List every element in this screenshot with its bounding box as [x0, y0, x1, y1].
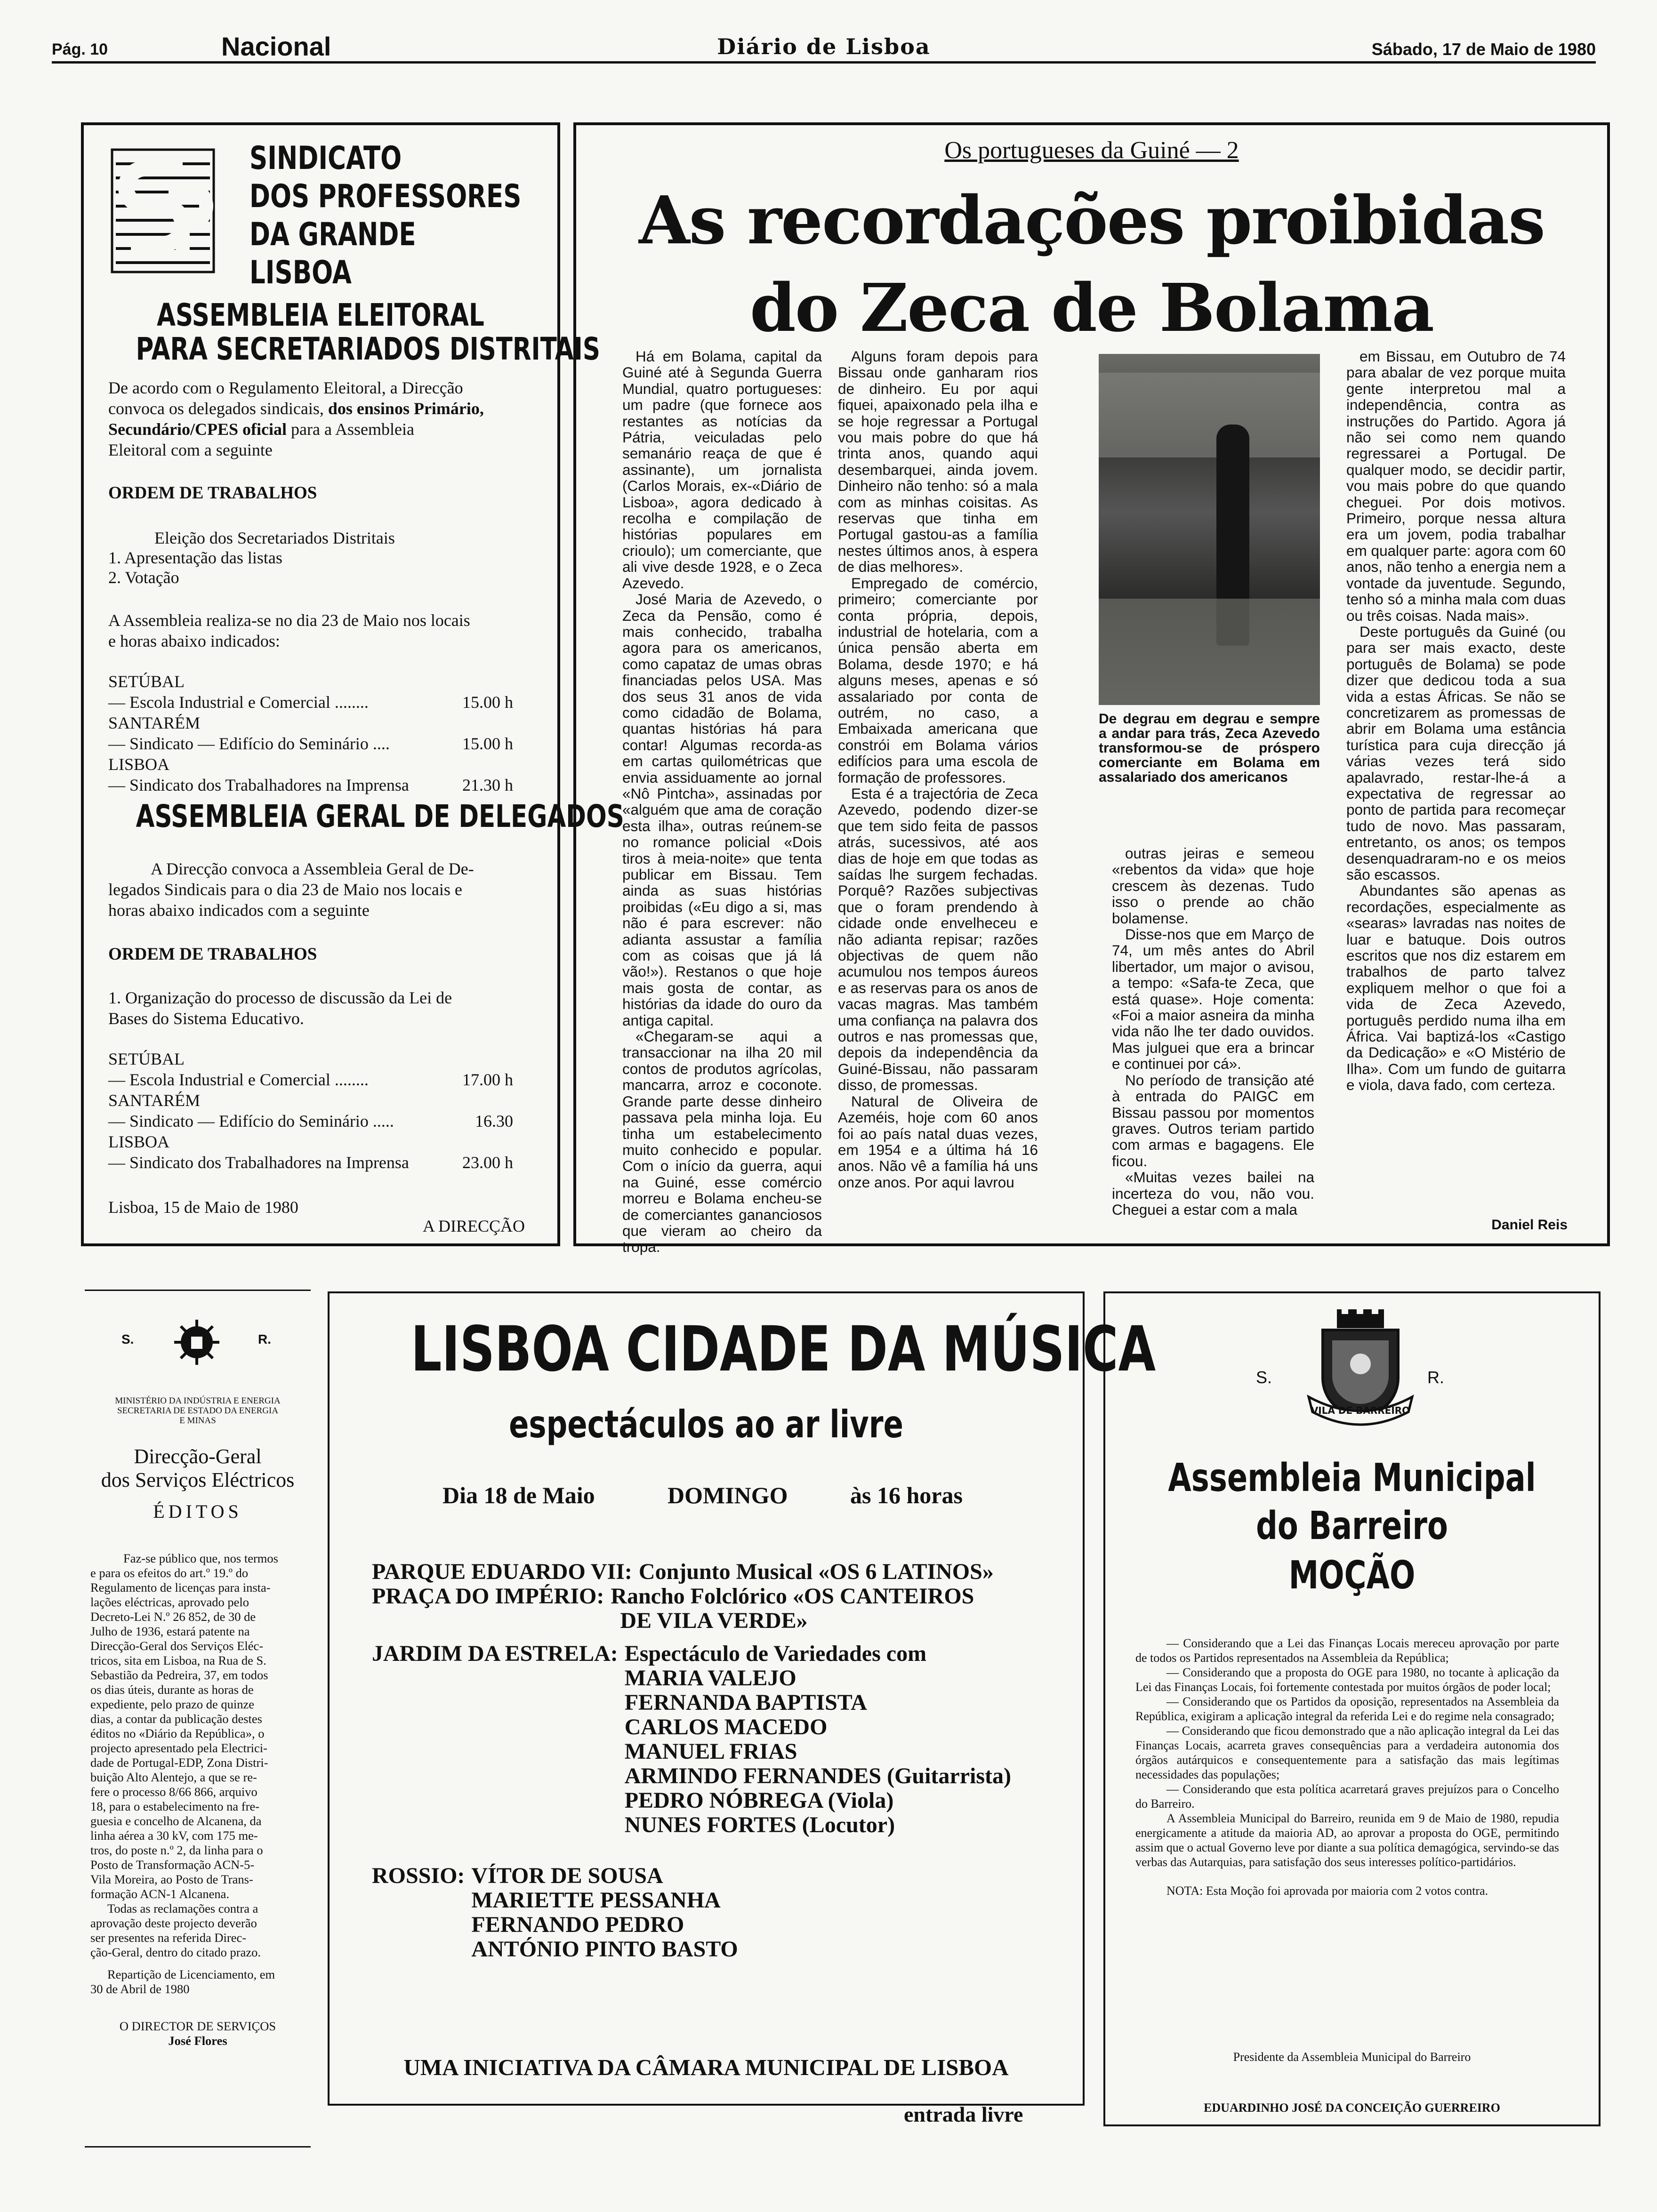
barreiro-crest-icon	[1304, 1307, 1417, 1432]
musica-footer: UMA INICIATIVA DA CÂMARA MUNICIPAL DE LISBOA	[403, 2054, 1009, 2080]
spgl-logo	[112, 150, 214, 272]
article-column-1: Há em Bolama, capital da Guiné até à Segunda Guerra Mundial, quatro portugueses: um padre (que fornece aos restantes as notícias da Pátria, veiculadas pelo semanário reaça de que é assinante), um jornalista (Carlos Morais, ex-«Diário de Lisboa», agora dedicado à recolha e compilação de histórias populares em crioulo); um comerciante, que ali vive desde 1928, e o Zeca Azevedo. José Maria de Azevedo, o Zeca da Pensão, como é mais conhecido, trabalha agora para os americanos, como capataz de umas obras financiadas pelos USA. Mas dos seus 31 anos de vida como cidadão de Bolama, quantas histórias há para contar! Algumas recorda-as em cartas quilométricas que envia assiduamente ao jornal «Nô Pintcha», assinadas por «alguém que ama de coração esta ilha», outras reúnem-se no romance policial «Dois tiros à meia-noite» que tenta publicar em Bissau. Tem ainda as suas histórias proibidas («Eu digo a si, mas não é para escrever: não adianta assustar a família com as coisas que já lá vão!»). Restanos o que hoje mais gosta de contar, as histórias da idade do ouro da antiga capital. «Chegaram-se aqui a transaccionar na ilha 20 mil contos de produtos agrícolas, mancarra, arroz e coconote. Grande parte desse dinheiro passava pela minha loja. Eu tinha um estabelecimento muito conhecido e popular. Com o início da guerra, aqui na Guiné, esse comércio morreu e Bolama encheu-se de comerciantes gananciosos que vieram ao cheiro da tropa.	[622, 348, 822, 1256]
photo-building	[1099, 373, 1320, 457]
barreiro-signatory: EDUARDINHO JOSÉ DA CONCEIÇÃO GUERREIRO	[1204, 2101, 1500, 2115]
page-number: Pág. 10	[52, 40, 108, 58]
barreiro-president: Presidente da Assembleia Municipal do Barreiro	[1233, 2050, 1471, 2064]
spgl-intro: De acordo com o Regulamento Eleitoral, a Direcção convoca os delegados sindicais, dos ensinos Primário, Secundário/CPES oficial para a Assembleia Eleitoral com a seguinte	[108, 378, 484, 459]
district: SETÚBAL	[108, 672, 185, 691]
spgl-date: Lisboa, 15 de Maio de 1980	[108, 1198, 298, 1217]
spgl-order-item-2: 1. Organização do processo de discussão da Lei de Bases do Sistema Educativo.	[108, 988, 452, 1028]
article-column-3: outras jeiras e semeou «rebentos da vida» que hoje crescem às dezenas. Tudo isso o prende ao chão bolamense. Disse-nos que em Março de 74, um mês antes do Abril libertador, um major o avisou, a tempo: «Safa-te Zeca, que está quase». Hoje comenta: «Foi a maior asneira da minha vida não lhe ter dado ouvidos. Mas julguei que era a brincar e continuei por cá». No período de transição até à entrada do PAIGC em Bissau passou por momentos graves. Outros teriam partido com armas e bagagens. Ele ficou. «Muitas vezes bailei na incerteza do vou, não vou. Cheguei a estar com a mala	[1112, 845, 1314, 1218]
musica-entry: entrada livre	[904, 2102, 1023, 2126]
masthead: Diário de Lisboa	[717, 34, 931, 59]
spgl-heading-eleitoral: ASSEMBLEIA ELEITORAL PARA SECRETARIADOS DISTRITAIS	[136, 297, 600, 367]
musica-venues	[372, 1560, 1011, 1962]
venue-estrela: JARDIM DA ESTRELA: Espectáculo de Variedades com MARIA VALEJO FERNANDA BAPTISTA CARLOS MACEDO MANUEL FRIAS ARMINDO FERNANDES (Guitarrista) PEDRO NÓBREGA (Viola) NUNES FORTES (Locutor)	[372, 1641, 1012, 1837]
editos-body: Faz-se público que, nos termos e para os efeitos do art.º 19.º do Regulamento de licenças para insta- lações eléctricas, aprovado pelo Decreto-Lei N.º 26 852, de 30 de Julho de 1936, estará patente na Direcção-Geral dos Serviços Eléc- tricos, sita em Lisboa, na Rua de S. Sebastião da Pedreira, 37, em todos os dias úteis, durante as horas de expediente, pelo prazo de quinze dias, a contar da publicação destes éditos no «Diário da República», o projecto apresentado pela Electrici- dade de Portugal-EDP, Zona Distri- buição Alto Alentejo, a que se re- fere o processo 8/66 866, arquivo 18, para o estabelecimento na fre- guesia e concelho de Alcanena, da linha aérea a 30 kV, com 175 me- tros, do poste n.º 2, da linha para o Posto de Transformação ACN-5- Vila Moreira, ao Posto de Trans- formação ACN-1 Alcanena. Todas as reclamações contra a aprovação deste projecto deverão ser presentes na referida Direc- ção-Geral, dentro do citado prazo.	[90, 1551, 278, 1959]
district: LISBOA	[108, 1132, 170, 1151]
district: SANTARÉM	[108, 713, 201, 732]
article-kicker: Os portugueses da Guiné — 2	[944, 137, 1239, 164]
barreiro-body: — Considerando que a Lei das Finanças Locais mereceu aprovação por parte de todos os Partidos representados na Assembleia da República; — Considerando que a proposta do OGE para 1980, no tocante à aplicação da Lei das Finanças Locais, foi fortemente contestada por muitos órgãos de poder local; — Considerando que os Partidos da oposição, representados na Assembleia da República, exigiram a aplicação integral da referida Lei e do regime nela consagrado; — Considerando que ficou demonstrado que a não aplicação integral da Lei das Finanças Locais, acarreta graves consequências para a verdadeira autonomia dos órgãos autárquicos e consequentemente para a satisfação das mais legítimas necessidades das populações; — Considerando que esta política acarretará graves prejuízos para o Concelho do Barreiro. A Assembleia Municipal do Barreiro, reunida em 9 de Maio de 1980, repudia energicamente a atitude da maioria AD, ao aprovar a proposta do OGE, permitindo assim que o actual Governo leve por diante a sua política demagógica, servindo-se das verbas das Autarquias, para satisfação dos seus interesses político-partidários. NOTA: Esta Moção foi aprovada por maioria com 2 votos contra.	[1135, 1636, 1559, 1898]
republic-emblem-icon	[168, 1316, 226, 1368]
district: SANTARÉM	[108, 1091, 201, 1110]
editos-repartition: Repartição de Licenciamento, em 30 de Abril de 1980	[90, 1967, 275, 1996]
barreiro-sr-r: R.	[1427, 1368, 1444, 1387]
spgl-intro-bold: dos ensinos Primário, Secundário/CPES oficial	[108, 399, 484, 439]
spgl-order-title-2: ORDEM DE TRABALHOS	[108, 945, 317, 964]
editos-director: O DIRECTOR DE SERVIÇOS José Flores	[119, 2019, 276, 2048]
place-row: — Sindicato dos Trabalhadores na Imprensa 21.30 h	[108, 776, 513, 794]
place-row: — Escola Industrial e Comercial ........ 17.00 h	[108, 1070, 513, 1089]
spgl-places-2	[108, 1049, 513, 1173]
place-row: — Escola Industrial e Comercial ........ 15.00 h	[108, 693, 513, 712]
article-column-2: Alguns foram depois para Bissau onde ganharam rios de dinheiro. Eu por aqui fiquei, apaixonado pela ilha e se hoje regressar a Portugal vou mais pobre do que há trinta anos, quando aqui desembarquei, ainda jovem. Dinheiro não tenho: só a mala com as minhas coisitas. As reservas que tinha em Portugal gastou-as a família nestes últimos anos, à espera de dias melhores». Empregado de comércio, primeiro; comerciante por conta própria, depois, industrial de hotelaria, com a única pensão aberta em Bolama, desde 1970; e há alguns meses, apenas e só assalariado por conta de outrém, no caso, a Embaixada americana que constrói em Bolama vários edifícios para uma escola de formação de professores. Esta é a trajectória de Zeca Azevedo, podendo dizer-se que tem sido feita de passos atrás, sucessivos, até aos dias de hoje em que todas as saídas lhe surgem fechadas. Porquê? Razões subjectivas que o foram prendendo à cidade onde envelheceu e não adianta repisar; razões objectivas de quem não acumulou nos tempos áureos e as reservas para os anos de vacas magras. Mas também uma confiança na palavra dos outros e nas promessas que, depois da independência da Guiné-Bissau, não passaram disso, de promessas. Natural de Oliveira de Azeméis, hoje com 60 anos foi ao país natal duas vezes, em 1954 e a última há 16 anos. Não vê a família há uns onze anos. Por aqui lavrou	[838, 348, 1038, 1191]
spgl-convoke: A Direcção convoca a Assembleia Geral de De- legados Sindicais para o dia 23 de Maio nos locais e horas abaixo indicados com a seguinte	[108, 859, 474, 920]
editos-dept: Direcção-Geral dos Serviços Eléctricos	[101, 1445, 295, 1491]
editos-frame-top	[85, 1290, 311, 1291]
musica-day: DOMINGO	[668, 1482, 788, 1508]
venue-parque: PARQUE EDUARDO VII: Conjunto Musical «OS 6 LATINOS»	[372, 1559, 994, 1584]
spgl-notice	[81, 122, 624, 1246]
spgl-signature: A DIRECÇÃO	[423, 1217, 525, 1235]
spgl-places-1	[108, 671, 513, 795]
article-headline: As recordações proibidas do Zeca de Bolama	[639, 182, 1544, 347]
district: LISBOA	[108, 755, 170, 774]
article-photo	[1099, 354, 1320, 705]
place-row: — Sindicato dos Trabalhadores na Imprensa 23.00 h	[108, 1153, 513, 1172]
editos-frame-bottom	[85, 2146, 311, 2148]
spgl-order-items: 1. Apresentação das listas 2. Votação	[108, 548, 282, 587]
editos-sr-s: S.	[121, 1332, 134, 1346]
article-author: Daniel Reis	[1491, 1217, 1568, 1233]
musica-date: Dia 18 de Maio	[442, 1482, 595, 1508]
place-row: — Sindicato — Edifício do Seminário .... 15.00 h	[108, 734, 513, 753]
photo-road	[1099, 599, 1320, 705]
spgl-heading-delegados: ASSEMBLEIA GERAL DE DELEGADOS	[136, 798, 624, 834]
barreiro-sr-s: S.	[1256, 1368, 1272, 1387]
spgl-meeting: A Assembleia realiza-se no dia 23 de Maio nos locais e horas abaixo indicados:	[108, 611, 470, 650]
venue-rossio: ROSSIO: VÍTOR DE SOUSA MARIETTE PESSANHA FERNANDO PEDRO ANTÓNIO PINTO BASTO	[372, 1863, 738, 1962]
editos-title: ÉDITOS	[153, 1501, 242, 1522]
barreiro-title: Assembleia Municipal do Barreiro	[1168, 1456, 1536, 1548]
spgl-name: SINDICATO DOS PROFESSORES DA GRANDE LISBOA	[249, 140, 522, 291]
musica-time: às 16 horas	[850, 1482, 963, 1508]
editos-sr-r: R.	[258, 1332, 271, 1346]
district: SETÚBAL	[108, 1050, 185, 1068]
venue-praca: PRAÇA DO IMPÉRIO: Rancho Folclórico «OS CANTEIROS DE VILA VERDE»	[372, 1584, 974, 1633]
musica-subtitle: espectáculos ao ar livre	[509, 1403, 903, 1446]
place-row: — Sindicato — Edifício do Seminário ..... 16.30	[108, 1112, 513, 1130]
page-header	[52, 28, 1596, 64]
spgl-order-title: ORDEM DE TRABALHOS	[108, 483, 317, 503]
photo-caption: De degrau em degrau e sempre a andar para trás, Zeca Azevedo transformou-se de próspero comerciante em Bolama em assalariado dos americanos	[1099, 711, 1320, 785]
issue-date: Sábado, 17 de Maio de 1980	[1371, 40, 1596, 59]
crest-ribbon-text: VILA DE BARREIRO	[1311, 1405, 1410, 1416]
musica-title: LISBOA CIDADE DA MÚSICA	[410, 1313, 1156, 1386]
article-column-4: em Bissau, em Outubro de 74 para abalar de vez porque muita gente interpretou mal a independência, contra as instruções do Partido. Agora já não sei como nem quando regressarei a Portugal. De qualquer modo, se decidir partir, vou mais pobre do que quando cheguei. Por dois motivos. Primeiro, porque nessa altura era um jovem, podia trabalhar em qualquer parte: agora com 60 anos, não tenho a energia nem a vontade da juventude. Segundo, tenho só a minha mala com duas ou três coisas. Nada mais». Deste português da Guiné (ou para ser mais exacto, deste português de Bolama) se pode dizer que dedicou toda a sua vida a estas Áfricas. Se não se concretizarem as promessas de abrir em Bolama uma estância turística para cuja direcção já várias vezes terá sido apalavrado, restar-lhe-á a expectativa de regressar ao ponto de partida para recomeçar tudo de novo. Mas passaram, entretanto, os anos; os tempos desenquadraram-no e os meios são escassos. Abundantes são apenas as recordações, especialmente as «searas» lavradas nas noites de luar e batuque. Dois outros escritos que nos diz estarem em trabalhos de parto talvez expliquem melhor o que foi a vida de Zeca Azevedo, português perdido numa ilha em África. Vai baptizá-los «Castigo da Dedicação» e «O Mistério de Ilha». Com um fundo de guitarra e viola, dava fado, com certeza.	[1346, 348, 1566, 1094]
section-name: Nacional	[221, 32, 331, 61]
barreiro-motion-title: MOÇÃO	[1288, 1553, 1416, 1598]
spgl-order-subtitle: Eleição dos Secretariados Distritais	[154, 529, 395, 547]
editos-ministry: MINISTÉRIO DA INDÚSTRIA E ENERGIA SECRETARIA DE ESTADO DA ENERGIA E MINAS	[115, 1396, 281, 1426]
